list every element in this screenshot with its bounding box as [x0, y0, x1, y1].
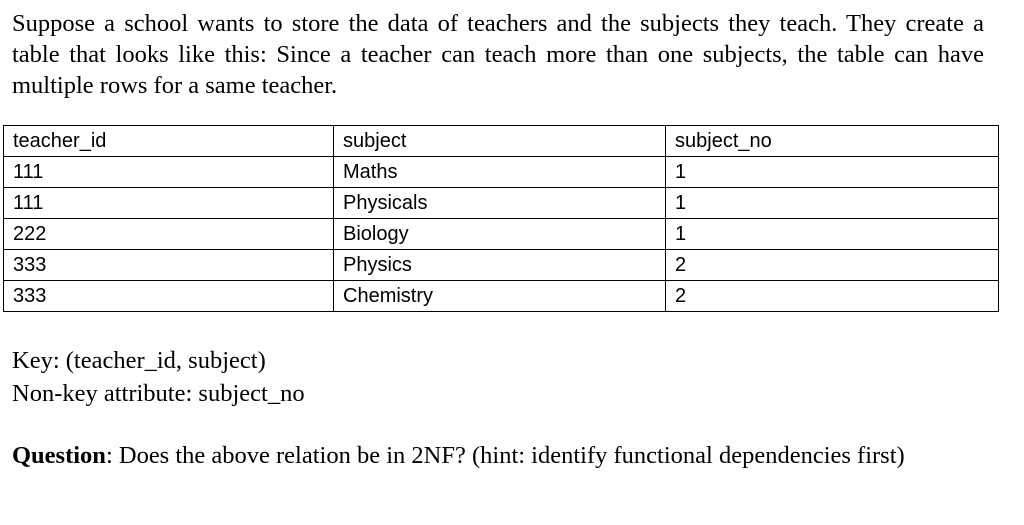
cell-subject: Maths	[334, 157, 666, 188]
table-row	[4, 281, 999, 312]
cell-subject-no: 1	[666, 219, 999, 250]
cell-subject-no: 1	[666, 157, 999, 188]
teacher-subject-table	[3, 125, 999, 312]
cell-subject-no: 2	[666, 281, 999, 312]
key-line: Key: (teacher_id, subject)	[12, 347, 266, 374]
cell-teacher-id: 111	[4, 157, 334, 188]
question-paragraph	[12, 440, 984, 471]
question-label: Question	[12, 442, 106, 469]
table-row	[4, 188, 999, 219]
cell-teacher-id: 333	[4, 281, 334, 312]
cell-subject: Physics	[334, 250, 666, 281]
table-row	[4, 250, 999, 281]
cell-teacher-id: 333	[4, 250, 334, 281]
question-text: : Does the above relation be in 2NF? (hint: identify functional dependencies first)	[105, 442, 905, 469]
cell-teacher-id: 111	[4, 188, 334, 219]
table-header-row	[4, 126, 999, 157]
table-row	[4, 157, 999, 188]
header-subject: subject	[334, 126, 666, 157]
cell-subject-no: 1	[666, 188, 999, 219]
cell-subject: Physicals	[334, 188, 666, 219]
cell-subject: Biology	[334, 219, 666, 250]
header-teacher-id: teacher_id	[4, 126, 334, 157]
header-subject-no: subject_no	[666, 126, 999, 157]
table-row	[4, 219, 999, 250]
key-description	[12, 344, 305, 410]
non-key-attribute-line: Non-key attribute: subject_no	[12, 380, 305, 407]
intro-paragraph: Suppose a school wants to store the data of teachers and the subjects they teach. They create a table that looks like this: Since a teacher can teach more than one subjects, the table can have multiple rows for a same teacher.	[12, 10, 984, 99]
cell-teacher-id: 222	[4, 219, 334, 250]
cell-subject-no: 2	[666, 250, 999, 281]
cell-subject: Chemistry	[334, 281, 666, 312]
